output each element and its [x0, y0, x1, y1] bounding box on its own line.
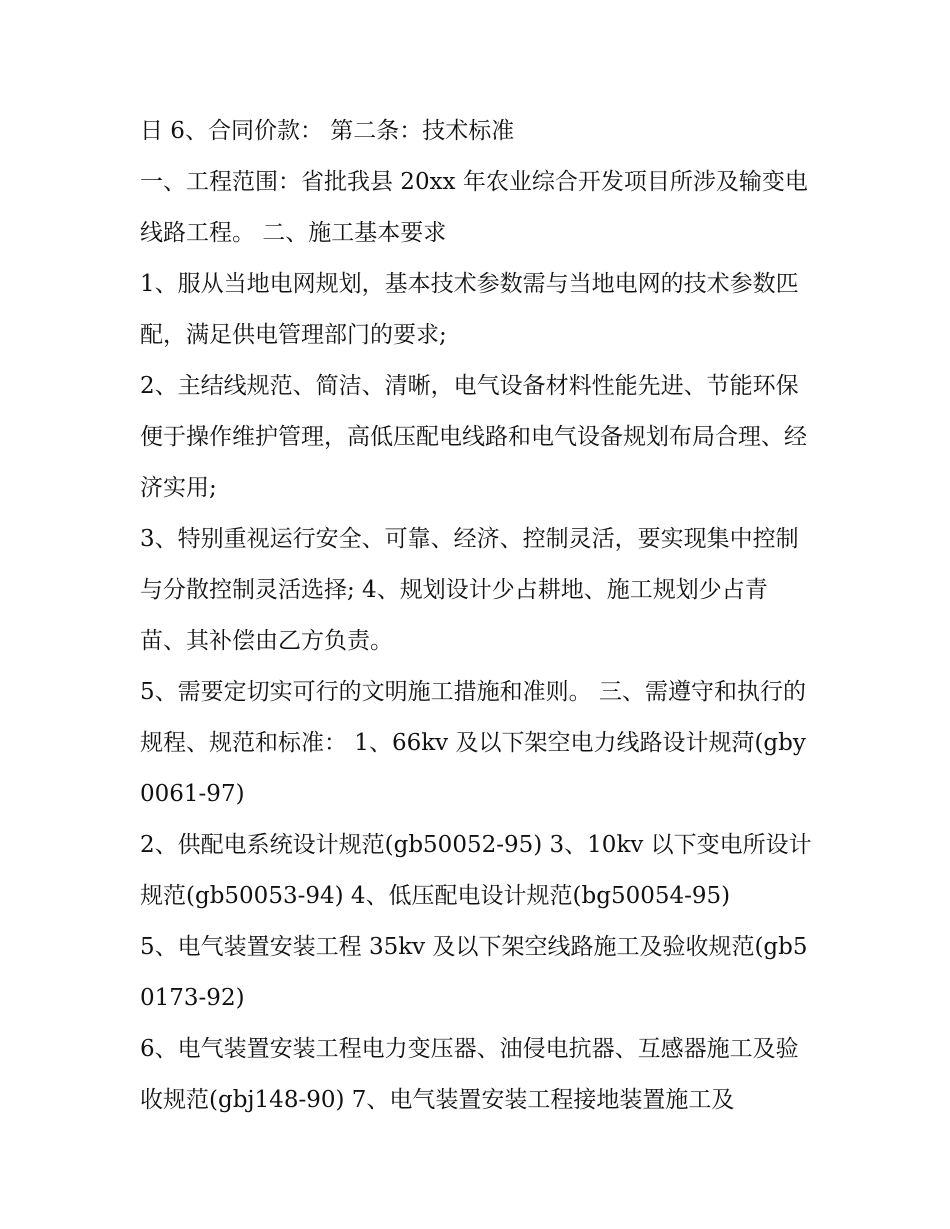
paragraph-standards-2-4: 2、供配电系统设计规范(gb50052-95) 3、10kv 以下变电所设计规范(gb50053-94) 4、低压配电设计规范(bg50054-95) — [140, 832, 812, 909]
document-body — [140, 106, 812, 1126]
paragraph-requirement-1: 1、服从当地电网规划，基本技术参数需与当地电网的技术参数匹配，满足供电管理部门的要求; — [140, 271, 799, 348]
paragraph-contract-price: 日 6、合同价款： 第二条：技术标准 — [140, 118, 515, 144]
paragraph-requirement-3-4: 3、特别重视运行安全、可靠、经济、控制灵活，要实现集中控制与分散控制灵活选择; 4、规划设计少占耕地、施工规划少占青苗、其补偿由乙方负责。 — [140, 526, 799, 654]
paragraph-requirement-2: 2、主结线规范、简洁、清晰，电气设备材料性能先进、节能环保便于操作维护管理，高低压配电线路和电气设备规划布局合理、经济实用; — [140, 373, 807, 501]
paragraph-standards-5: 5、电气装置安装工程 35kv 及以下架空线路施工及验收规范(gb50173-92) — [140, 934, 808, 1011]
paragraph-standards-6-7: 6、电气装置安装工程电力变压器、油侵电抗器、互感器施工及验收规范(gbj148-90) 7、电气装置安装工程接地装置施工及 — [140, 1036, 799, 1113]
paragraph-requirement-5-standards: 5、需要定切实可行的文明施工措施和准则。 三、需遵守和执行的规程、规范和标准： 1、66kv 及以下架空电力线路设计规菏(gby0061-97) — [140, 679, 806, 807]
paragraph-project-scope: 一、工程范围：省批我县 20xx 年农业综合开发项目所涉及输变电线路工程。 二、施工基本要求 — [140, 169, 808, 246]
